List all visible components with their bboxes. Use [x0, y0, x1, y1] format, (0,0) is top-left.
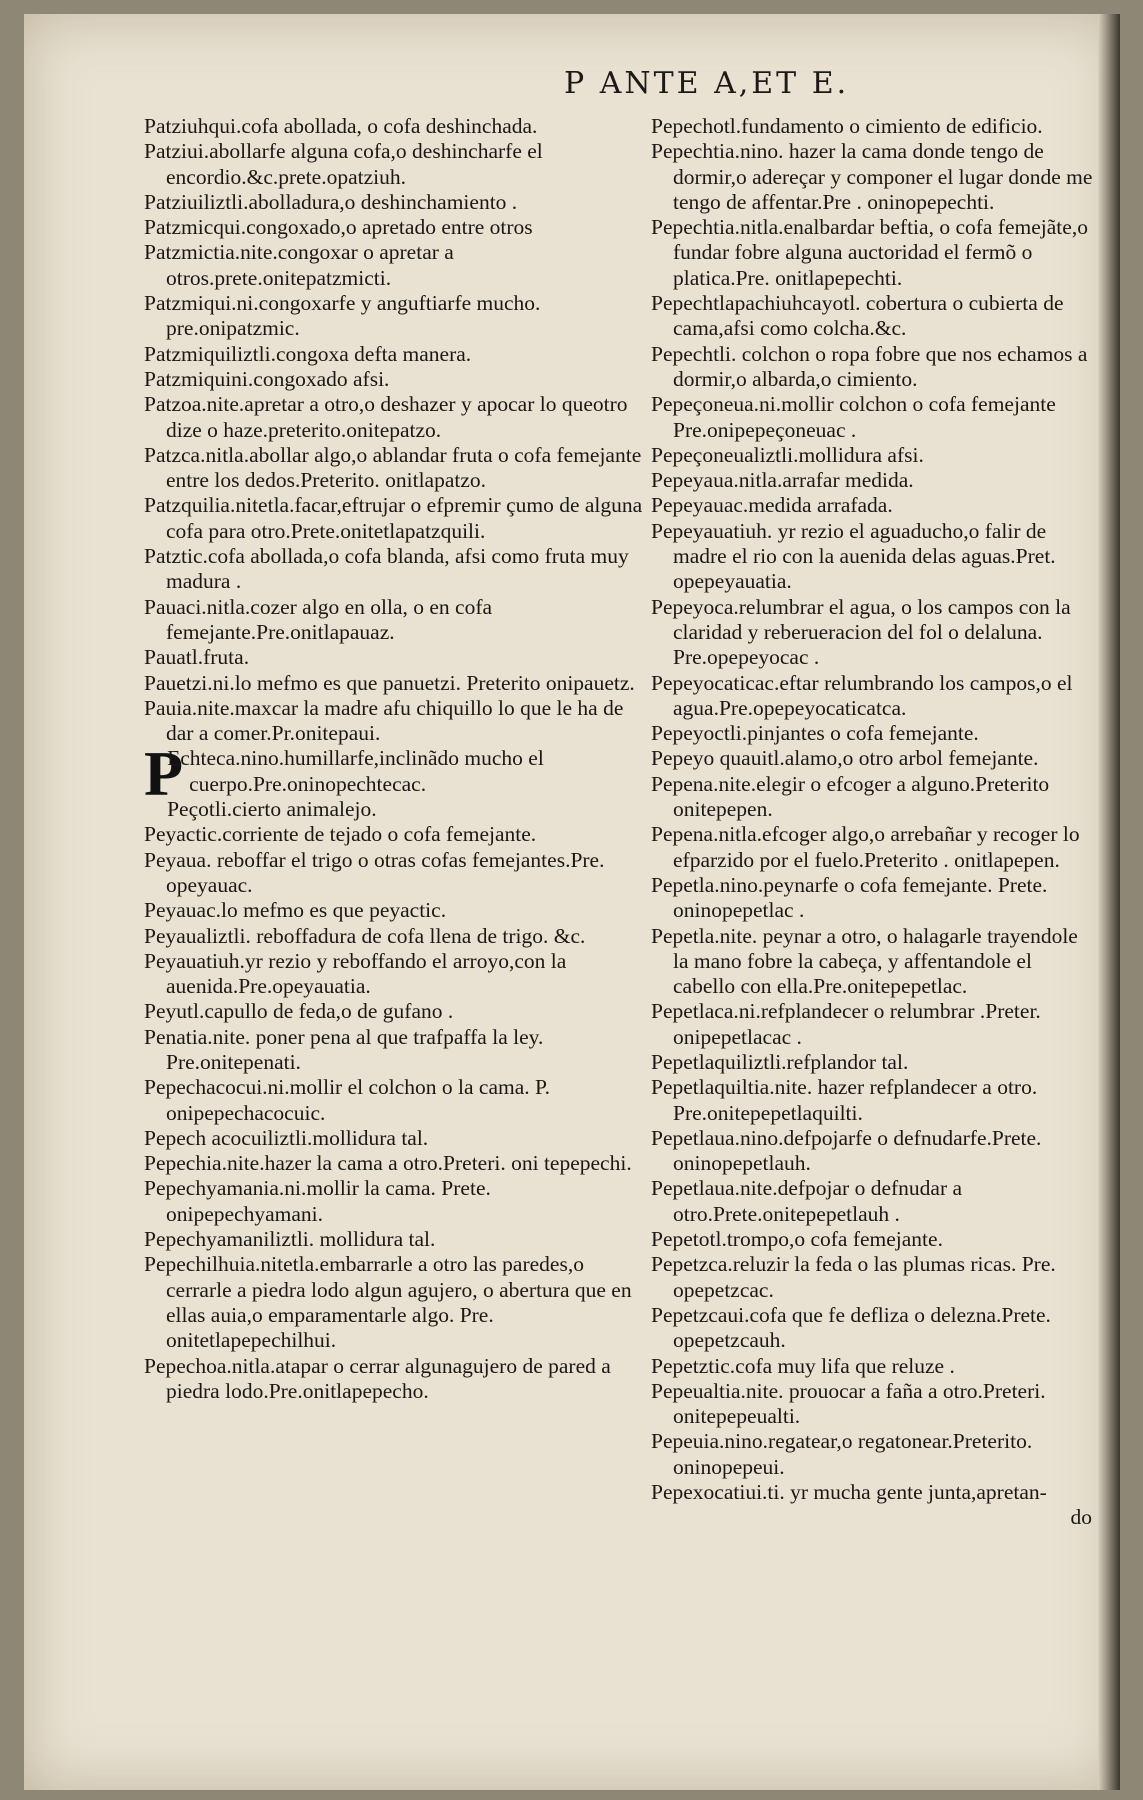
- dictionary-entry: Patztic.cofa abollada,o cofa blanda, afsi como fruta muy madura .: [144, 544, 629, 594]
- dictionary-entry: Pepena.nite.elegir o efcoger a alguno.Preterito onitepepen.: [651, 771, 1050, 822]
- dictionary-entry: Pepetlaua.nite.defpojar o defnudar a otro.Prete.onitepepetlauh .: [651, 1176, 963, 1226]
- dictionary-entry: Patzca.nitla.abollar algo,o ablandar fruta o cofa femejante entre los dedos.Preterito. onitlapatzo.: [144, 442, 642, 493]
- dictionary-entry: Peyaua. reboffar el trigo o otras cofas femejantes.Pre. opeyauac.: [144, 847, 605, 897]
- dictionary-entry: Patzquilia.nitetla.facar,eftrujar o efpremir çumo de alguna cofa para otro.Prete.onitetlapatzquili.: [144, 493, 643, 543]
- dictionary-entry: Pepetlaua.nino.defpojarfe o defnudarfe.Prete. oninopepetlauh.: [651, 1125, 1042, 1176]
- initial-entry-text: Echteca.nino.humillarfe,inclinãdo mucho el cuerpo.Pre.oninopechtecac.: [167, 746, 544, 796]
- running-header: P ANTE A,ET E.: [564, 66, 850, 101]
- dictionary-entry: Pepechilhuia.nitetla.embarrarle a otro las paredes,o cerrarle a piedra lodo algun agujero, o abertura que en ellas auia,o emparamentarle algo. Pre. onitetlapepechilhui.: [144, 1252, 632, 1353]
- dictionary-entry: Pepech acocuiliztli.mollidura tal.: [144, 1125, 429, 1150]
- dictionary-entry: Pepechacocui.ni.mollir el colchon o la cama. P. onipepechacocuic.: [144, 1075, 550, 1125]
- dictionary-entry: Pepetlaquiliztli.refplandor tal.: [651, 1049, 909, 1074]
- dictionary-entry: Pepechyamaniliztli. mollidura tal.: [144, 1227, 436, 1252]
- dictionary-entry: Pepeyauatiuh. yr rezio el aguaducho,o falir de madre el rio con la auenida delas aguas.Pret. opepeyauatia.: [651, 518, 1056, 594]
- dictionary-entry: Pepetzca.reluzir la feda o las plumas ricas. Pre. opepetzcac.: [651, 1252, 1056, 1302]
- dictionary-entry: Peyauac.lo mefmo es que peyactic.: [144, 898, 447, 923]
- dictionary-entry: Pepeuia.nino.regatear,o regatonear.Preterito. oninopepeui.: [651, 1429, 1033, 1479]
- dictionary-entry: Pepeyoctli.pinjantes o cofa femejante.: [651, 721, 979, 746]
- dictionary-entry: Pepetlaca.ni.refplandecer o relumbrar .Preter. onipepetlacac .: [651, 999, 1041, 1049]
- dictionary-entry: Pepechoa.nitla.atapar o cerrar algunagujero de pared a piedra lodo.Pre.onitlapepecho.: [144, 1353, 611, 1403]
- dictionary-entry: Penatia.nite. poner pena al que trafpaffa la ley. Pre.onitepenati.: [144, 1024, 544, 1074]
- dictionary-entry: Pepeualtia.nite. prouocar a faña a otro.Preteri. onitepepeualti.: [651, 1378, 1046, 1429]
- dictionary-entry: Pepechtli. colchon o ropa fobre que nos echamos a dormir,o albarda,o cimiento.: [651, 341, 1088, 391]
- dictionary-entry: Pepetlaquiltia.nite. hazer refplandecer a otro. Pre.onitepepetlaquilti.: [651, 1075, 1038, 1125]
- dictionary-entry: Pepetla.nino.peynarfe o cofa femejante. Prete. oninopepetlac .: [651, 872, 1048, 923]
- dictionary-entry: Peyactic.corriente de tejado o cofa femejante.: [144, 822, 537, 847]
- dictionary-entry: Patziuhqui.cofa abollada, o cofa deshinchada.: [144, 114, 538, 138]
- dictionary-entry: Pepetla.nite. peynar a otro, o halagarle trayendole la mano fobre la cabeça, y affentandole el cabello con ella.Pre.onitepepetlac.: [651, 923, 1078, 999]
- dictionary-entry: Peyaualiztli. reboffadura de cofa llena de trigo. &c.: [144, 923, 586, 948]
- dictionary-entry: Patzmicqui.congoxado,o apretado entre otros: [144, 215, 533, 240]
- dictionary-entry: Pepeçoneualiztli.mollidura afsi.: [651, 442, 924, 467]
- dictionary-entry: Pepechtlapachiuhcayotl. cobertura o cubierta de cama,afsi como colcha.&c.: [651, 291, 1064, 341]
- dictionary-entry: Pepeçoneua.ni.mollir colchon o cofa femejante Pre.onipepeçoneuac .: [651, 392, 1056, 442]
- dictionary-entry: Pepechtia.nino. hazer la cama donde tengo de dormir,o adereçar y componer el lugar donde me tengo de affentar.Pre . oninopepechti.: [651, 139, 1093, 214]
- dictionary-entry: Pauatl.fruta.: [144, 645, 250, 670]
- dictionary-entry: Pepeyo quauitl.alamo,o otro arbol femejante.: [651, 746, 1039, 771]
- page-edge-shadow: [1098, 14, 1120, 1790]
- dictionary-entry: Pepeyoca.relumbrar el agua, o los campos con la claridad y reberueracion del fol o delaluna. Pre.opepeyocac .: [651, 594, 1071, 670]
- dictionary-entry: Pepetotl.trompo,o cofa femejante.: [651, 1227, 943, 1252]
- dictionary-entry: Pauetzi.ni.lo mefmo es que panuetzi. Preterito onipauetz.: [144, 670, 635, 695]
- dictionary-entry: Pepeyauac.medida arrafada.: [651, 493, 893, 518]
- dictionary-entry: Patziui.abollarfe alguna cofa,o deshincharfe el encordio.&c.prete.opatziuh.: [144, 139, 543, 189]
- dictionary-entry: Pauia.nite.maxcar la madre afu chiquillo lo que le ha de dar a comer.Pr.onitepaui.: [144, 695, 624, 746]
- dictionary-entry: Patzmiquiliztli.congoxa defta manera.: [144, 341, 472, 366]
- dictionary-entry: Pauaci.nitla.cozer algo en olla, o en cofa femejante.Pre.onitlapauaz.: [144, 594, 493, 644]
- dictionary-entry: Pepetzcaui.cofa que fe defliza o delezna.Prete. opepetzcauh.: [651, 1302, 1051, 1353]
- dictionary-entry: Patzmictia.nite.congoxar o apretar a otros.prete.onitepatzmicti.: [144, 240, 454, 290]
- dictionary-entry: Peçotli.cierto animalejo.: [167, 797, 377, 822]
- dictionary-entry: Pepeyaua.nitla.arrafar medida.: [651, 468, 914, 493]
- left-column: [144, 114, 644, 1404]
- decorated-initial: P: [144, 738, 184, 810]
- dictionary-entry: Pepechotl.fundamento o cimiento de edificio.: [651, 114, 1043, 138]
- catchword: do: [1070, 1505, 1092, 1530]
- book-page: [24, 14, 1120, 1790]
- dictionary-entry: Pepechyamania.ni.mollir la cama. Prete. onipepechyamani.: [144, 1176, 491, 1226]
- dictionary-entry: Patzmiqui.ni.congoxarfe y anguftiarfe mucho. pre.onipatzmic.: [144, 291, 541, 341]
- dictionary-entry: Pepetztic.cofa muy lifa que reluze .: [651, 1353, 955, 1378]
- dictionary-entry: Peyauatiuh.yr rezio y reboffando el arroyo,con la auenida.Pre.opeyauatia.: [144, 948, 567, 999]
- dictionary-entry: Patziuiliztli.abolladura,o deshinchamiento .: [144, 189, 518, 214]
- dictionary-entry: Patzoa.nite.apretar a otro,o deshazer y apocar lo queotro dize o haze.preterito.onitepatzo.: [144, 392, 628, 442]
- dictionary-entry: Pepexocatiui.ti. yr mucha gente junta,apretan-: [651, 1480, 1047, 1505]
- dictionary-entry: Patzmiquini.congoxado afsi.: [144, 366, 390, 391]
- dictionary-entry: Pepechtia.nitla.enalbardar beftia, o cofa femejãte,o fundar fobre alguna auctoridad el fermõ o platica.Pre. onitlapepechti.: [651, 215, 1088, 290]
- dictionary-entry: Pepena.nitla.efcoger algo,o arrebañar y recoger lo efparzido por el fuelo.Preterito . onitlapepen.: [651, 822, 1080, 872]
- right-column: [651, 114, 1096, 1531]
- dictionary-entry: Pepeyocaticac.eftar relumbrando los campos,o el agua.Pre.opepeyocaticatca.: [651, 670, 1073, 720]
- dictionary-entry: Peyutl.capullo de feda,o de gufano .: [144, 999, 454, 1024]
- dictionary-entry: Pepechia.nite.hazer la cama a otro.Preteri. oni tepepechi.: [144, 1151, 632, 1176]
